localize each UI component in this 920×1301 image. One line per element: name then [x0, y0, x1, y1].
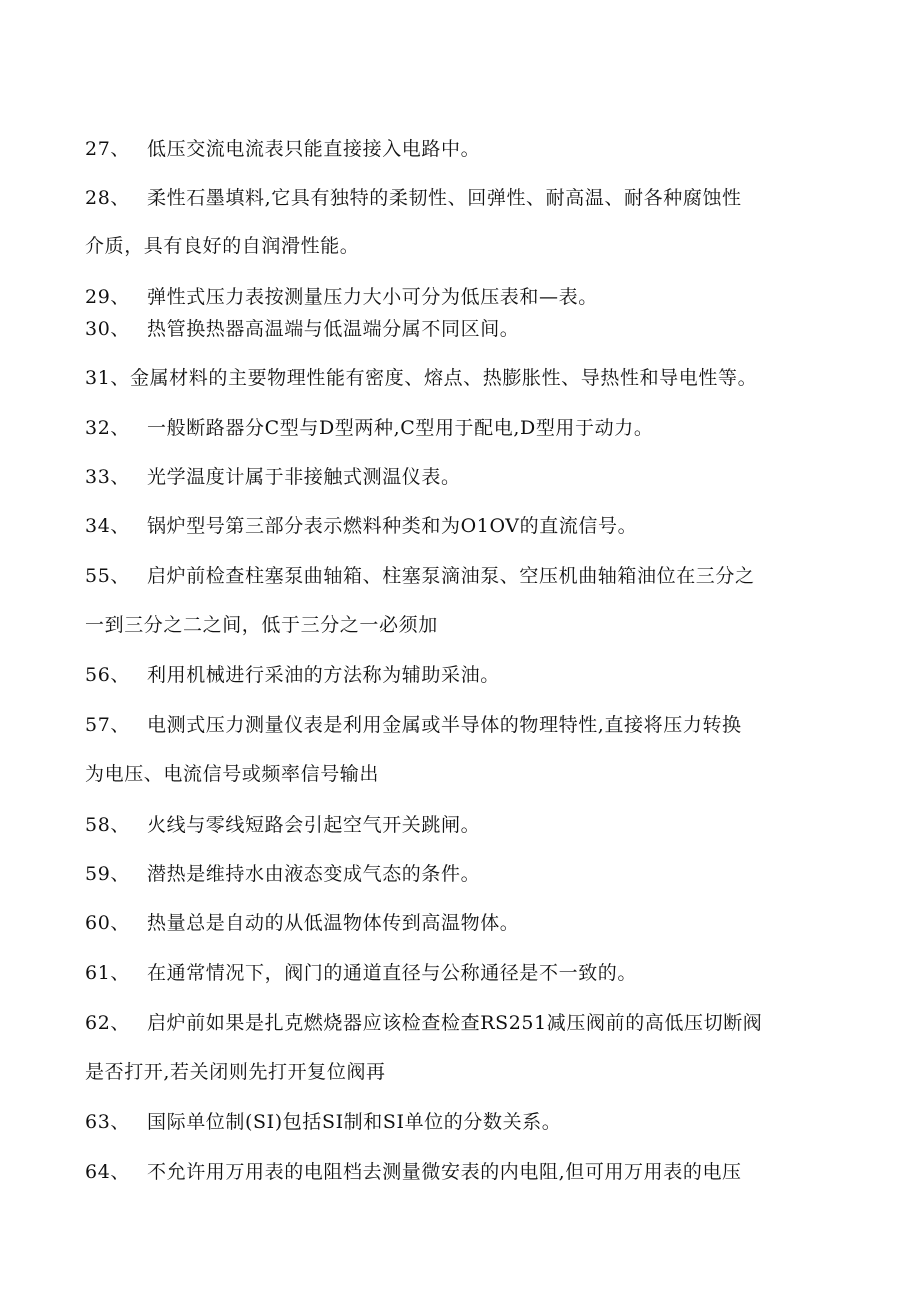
list-item [85, 1160, 845, 1184]
list-item [85, 663, 845, 687]
item-number: 61、 [85, 962, 130, 984]
item-number: 34、 [85, 515, 130, 537]
item-number: 29、 [85, 286, 130, 308]
item-number: 28、 [85, 187, 130, 209]
item-number: 30、 [85, 318, 130, 340]
item-number: 55、 [85, 565, 130, 587]
item-text: 弹性式压力表按测量压力大小可分为低压表和—表。 [147, 286, 598, 308]
list-item [85, 366, 845, 390]
list-item [85, 813, 845, 837]
item-number: 58、 [85, 814, 130, 836]
item-number: 64、 [85, 1161, 130, 1183]
item-text: 金属材料的主要物理性能有密度、熔点、热膨胀性、导热性和导电性等。 [129, 367, 758, 389]
list-item [85, 713, 845, 737]
item-number: 33、 [85, 466, 130, 488]
list-item [85, 465, 845, 489]
list-item [85, 514, 845, 538]
item-text: 电测式压力测量仪表是利用金属或半导体的物理特性,直接将压力转换 [147, 714, 742, 736]
item-text: 低压交流电流表只能直接接入电路中。 [147, 138, 481, 160]
item-text-continued: 一到三分之二之间，低于三分之一必须加 [85, 614, 438, 636]
item-text: 柔性石墨填料,它具有独特的柔韧性、回弹性、耐高温、耐各种腐蚀性 [147, 187, 742, 209]
item-number: 62、 [85, 1012, 130, 1034]
list-item [85, 1011, 845, 1035]
item-text: 国际单位制(SI)包括SI制和SI单位的分数关系。 [147, 1111, 562, 1133]
item-text-continued: 是否打开,若关闭则先打开复位阀再 [85, 1061, 386, 1083]
item-text-continued: 介质，具有良好的自润滑性能。 [85, 235, 360, 257]
item-text: 火线与零线短路会引起空气开关跳闸。 [147, 814, 481, 836]
item-text: 热管换热器高温端与低温端分属不同区间。 [147, 318, 520, 340]
item-text: 不允许用万用表的电阻档去测量微安表的内电阻,但可用万用表的电压 [147, 1161, 742, 1183]
item-number: 31、 [85, 367, 130, 389]
list-item [85, 416, 845, 440]
item-text: 启炉前检查柱塞泵曲轴箱、柱塞泵滴油泵、空压机曲轴箱油位在三分之 [147, 565, 755, 587]
item-text: 光学温度计属于非接触式测温仪表。 [147, 466, 461, 488]
item-number: 60、 [85, 912, 130, 934]
item-number: 56、 [85, 664, 130, 686]
item-text: 潜热是维持水由液态变成气态的条件。 [147, 863, 481, 885]
list-item [85, 137, 845, 161]
item-text: 锅炉型号第三部分表示燃料种类和为O1OV的直流信号。 [147, 515, 638, 537]
item-number: 27、 [85, 138, 130, 160]
list-item [85, 1110, 845, 1134]
item-number: 59、 [85, 863, 130, 885]
item-number: 63、 [85, 1111, 130, 1133]
list-item [85, 961, 845, 985]
item-text: 利用机械进行采油的方法称为辅助采油。 [147, 664, 500, 686]
list-item [85, 564, 845, 588]
item-text: 启炉前如果是扎克燃烧器应该检查检查RS251减压阀前的高低压切断阀 [147, 1012, 763, 1034]
item-text: 在通常情况下，阀门的通道直径与公称通径是不一致的。 [147, 962, 638, 984]
item-text-continued: 为电压、电流信号或频率信号输出 [85, 763, 380, 785]
list-item-continuation [85, 1060, 845, 1084]
list-item [85, 285, 845, 309]
item-number: 57、 [85, 714, 130, 736]
list-item [85, 862, 845, 886]
item-text: 一般断路器分C型与D型两种,C型用于配电,D型用于动力。 [147, 417, 654, 439]
list-item-continuation [85, 613, 845, 637]
item-number: 32、 [85, 417, 130, 439]
item-text: 热量总是自动的从低温物体传到高温物体。 [147, 912, 520, 934]
list-item [85, 317, 845, 341]
list-item [85, 911, 845, 935]
list-item-continuation [85, 234, 845, 258]
list-item-continuation [85, 762, 845, 786]
list-item [85, 186, 845, 210]
